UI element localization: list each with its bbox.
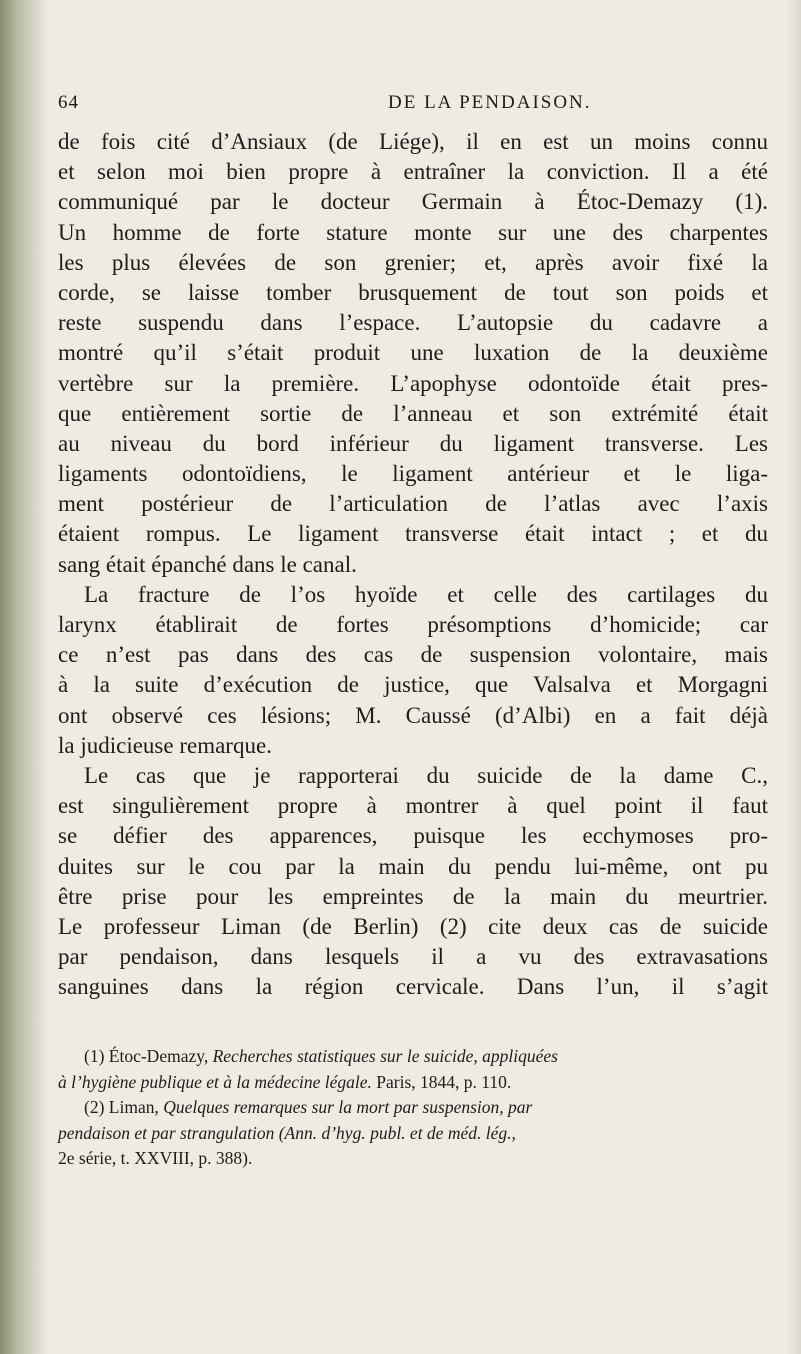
- running-title: DE LA PENDAISON.: [388, 92, 592, 113]
- binding-shadow: [0, 0, 48, 1354]
- text-line: de fois cité d’Ansiaux (de Liége), il en est un moins connu: [58, 129, 768, 154]
- text-line: à la suite d’exécution de justice, que Valsalva et Morgagni: [58, 672, 768, 698]
- footnote-number: (1): [84, 1046, 105, 1066]
- text-line: larynx établirait de fortes présomptions d’homicide; car: [58, 612, 768, 637]
- text-line: vertèbre sur la première. L’apophyse odontoïde était pres-: [58, 370, 768, 396]
- footnote-title: Recherches statistiques sur le suicide, appliquées: [212, 1046, 558, 1066]
- footnote-1-cont: [58, 1070, 758, 1096]
- footnotes: [58, 1044, 758, 1172]
- running-head: [58, 92, 748, 122]
- text-line: être prise pour les empreintes de la main du meurtrier.: [58, 883, 768, 909]
- footnote-reference: Paris, 1844, p. 110.: [376, 1071, 512, 1092]
- text-line: ligaments odontoïdiens, le ligament antérieur et le liga-: [58, 461, 768, 487]
- footnote-author: Liman,: [108, 1097, 159, 1117]
- body-text: [58, 127, 768, 1002]
- footnote-author: Étoc-Demazy,: [108, 1046, 209, 1066]
- footnote-2-cont: [58, 1121, 758, 1147]
- text-line: au niveau du bord inférieur du ligament transverse. Les: [58, 430, 768, 456]
- text-line: Un homme de forte stature monte sur une des charpentes: [58, 219, 768, 245]
- text-line: corde, se laisse tomber brusquement de tout son poids et: [58, 279, 768, 305]
- text-line: étaient rompus. Le ligament transverse était intact ; et du: [58, 521, 768, 547]
- text-line: Le professeur Liman (de Berlin) (2) cite deux cas de suicide: [58, 913, 768, 939]
- footnote-journal: (Ann. d’hyg. publ. et de méd. lég.,: [278, 1122, 516, 1143]
- text-line: les plus élevées de son grenier; et, après avoir fixé la: [58, 249, 768, 275]
- text-line: ment postérieur de l’articulation de l’atlas avec l’axis: [58, 491, 768, 517]
- text-line: reste suspendu dans l’espace. L’autopsie du cadavre a: [58, 310, 768, 336]
- text-line: est singulièrement propre à montrer à quel point il faut: [58, 793, 768, 819]
- text-line: que entièrement sortie de l’anneau et son extrémité était: [58, 400, 768, 426]
- footnote-1: [58, 1044, 758, 1070]
- footnote-title: pendaison et par strangulation: [58, 1122, 275, 1143]
- text-line: sanguines dans la région cervicale. Dans l’un, il s’agit: [58, 974, 768, 1000]
- footnote-2: [58, 1095, 758, 1121]
- text-line: communiqué par le docteur Germain à Étoc-Demazy (1).: [58, 189, 768, 215]
- footnote-number: (2): [84, 1097, 105, 1117]
- text-line: La fracture de l’os hyoïde et celle des cartilages du: [84, 581, 768, 607]
- text-line: Le cas que je rapporterai du suicide de la dame C.,: [84, 762, 768, 788]
- text-line: la judicieuse remarque.: [58, 732, 272, 758]
- footnote-reference: 2e série, t. XXVIII, p. 388).: [58, 1148, 253, 1168]
- text-line: duites sur le cou par la main du pendu lui-même, ont pu: [58, 853, 768, 879]
- footnote-2-cont: [58, 1146, 758, 1172]
- page-edge: [787, 0, 801, 1354]
- text-line: et selon moi bien propre à entraîner la conviction. Il a été: [58, 159, 768, 185]
- text-line: ce n’est pas dans des cas de suspension volontaire, mais: [58, 642, 768, 668]
- footnote-title: à l’hygiène publique et à la médecine légale.: [58, 1071, 372, 1092]
- text-line: ont observé ces lésions; M. Caussé (d’Albi) en a fait déjà: [58, 702, 768, 728]
- page-number: 64: [58, 92, 79, 113]
- text-line: se défier des apparences, puisque les ecchymoses pro-: [58, 823, 768, 849]
- text-line: sang était épanché dans le canal.: [58, 551, 357, 577]
- text-line: par pendaison, dans lesquels il a vu des extravasations: [58, 944, 768, 970]
- text-line: montré qu’il s’était produit une luxation de la deuxième: [58, 340, 768, 366]
- footnote-title: Quelques remarques sur la mort par suspension, par: [163, 1097, 533, 1117]
